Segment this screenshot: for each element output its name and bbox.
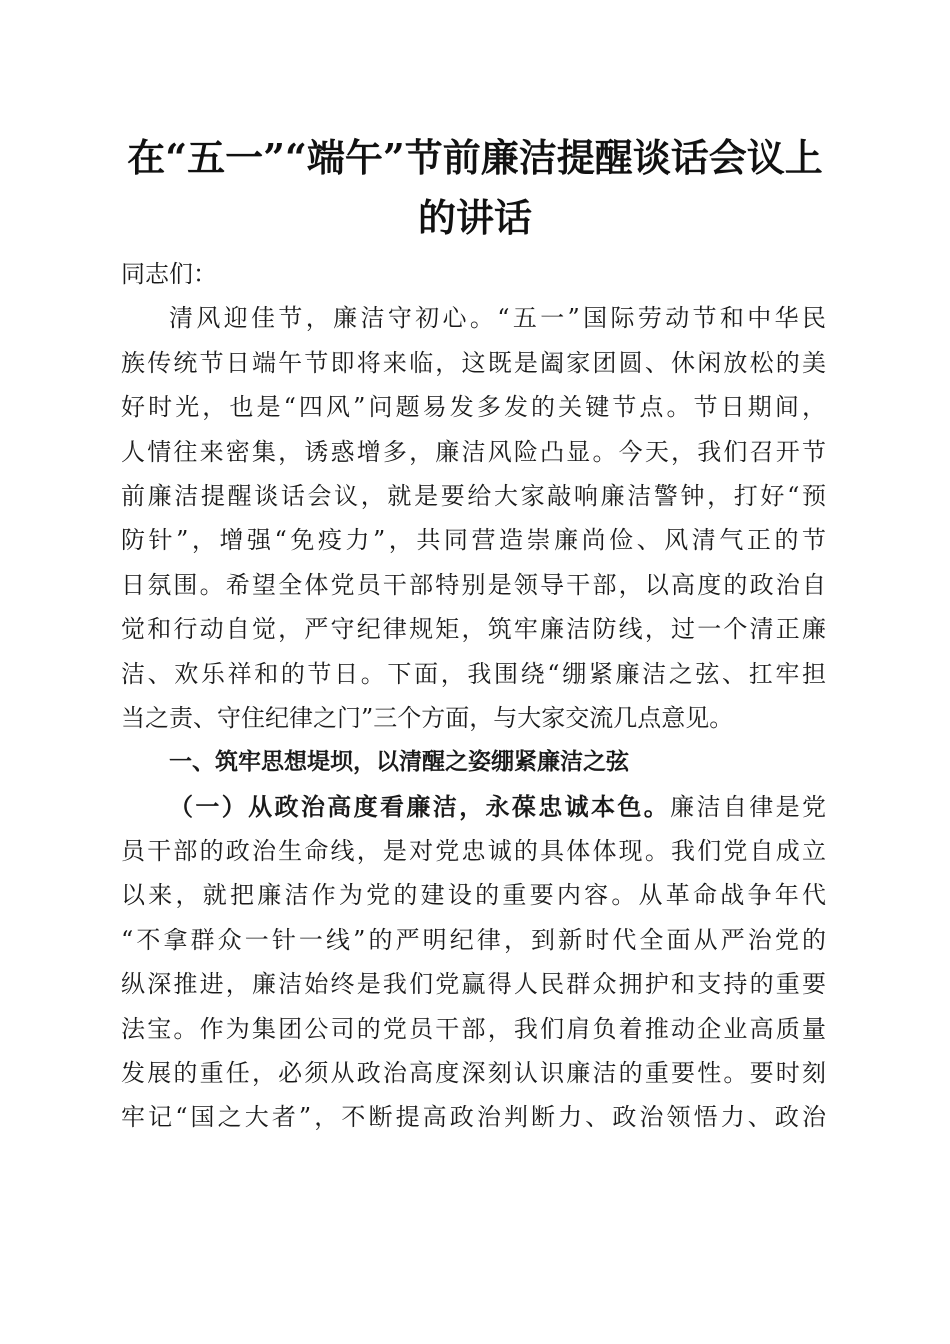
subsection-line: 发展的重任，必须从政治高度深刻认识廉洁的重要性。要时刻 xyxy=(121,1059,826,1088)
intro-line: 前廉洁提醒谈话会议，就是要给大家敲响廉洁警钟，打好“预 xyxy=(121,481,826,510)
salutation: 同志们： xyxy=(121,260,217,288)
subsection-first-line xyxy=(121,785,826,829)
intro-line: 觉和行动自觉，严守纪律规矩，筑牢廉洁防线，过一个清正廉 xyxy=(121,615,826,644)
document-title xyxy=(100,128,850,248)
document-body xyxy=(121,252,826,1140)
subsection-line: 员干部的政治生命线，是对党忠诚的具体体现。我们党自成立 xyxy=(121,837,826,866)
intro-line: 清风迎佳节，廉洁守初心。“五一”国际劳动节和中华民 xyxy=(169,304,826,333)
intro-line: 好时光，也是“四风”问题易发多发的关键节点。节日期间， xyxy=(121,393,826,422)
subsection-line: 法宝。作为集团公司的党员干部，我们肩负着推动企业高质量 xyxy=(121,1014,826,1043)
section-heading: 一、筑牢思想堤坝，以清醒之姿绷紧廉洁之弦 xyxy=(169,749,629,776)
subsection-line: 纵深推进，廉洁始终是我们党赢得人民群众拥护和支持的重要 xyxy=(121,970,826,999)
subsection-heading: （一）从政治高度看廉洁，永葆忠诚本色。 xyxy=(169,791,671,821)
subsection-first-line-text: 廉洁自律是党 xyxy=(670,792,826,821)
intro-line: 族传统节日端午节即将来临，这既是阖家团圆、休闲放松的美 xyxy=(121,348,826,377)
intro-line: 当之责、守住纪律之门”三个方面，与大家交流几点意见。 xyxy=(121,703,734,732)
title-line-1: 在“五一”“端午”节前廉洁提醒谈话会议上 xyxy=(127,135,823,180)
intro-line: 日氛围。希望全体党员干部特别是领导干部，以高度的政治自 xyxy=(121,570,826,599)
subsection-line: “不拿群众一针一线”的严明纪律，到新时代全面从严治党的 xyxy=(121,925,826,954)
subsection-line: 牢记“国之大者”，不断提高政治判断力、政治领悟力、政治 xyxy=(121,1103,826,1132)
intro-line: 洁、欢乐祥和的节日。下面，我围绕“绷紧廉洁之弦、扛牢担 xyxy=(121,659,826,688)
intro-line: 人情往来密集，诱惑增多，廉洁风险凸显。今天，我们召开节 xyxy=(121,437,826,466)
subsection-line: 以来，就把廉洁作为党的建设的重要内容。从革命战争年代 xyxy=(121,881,826,910)
title-line-2: 的讲话 xyxy=(417,195,532,240)
intro-line: 防针”，增强“免疫力”，共同营造崇廉尚俭、风清气正的节 xyxy=(121,526,826,555)
